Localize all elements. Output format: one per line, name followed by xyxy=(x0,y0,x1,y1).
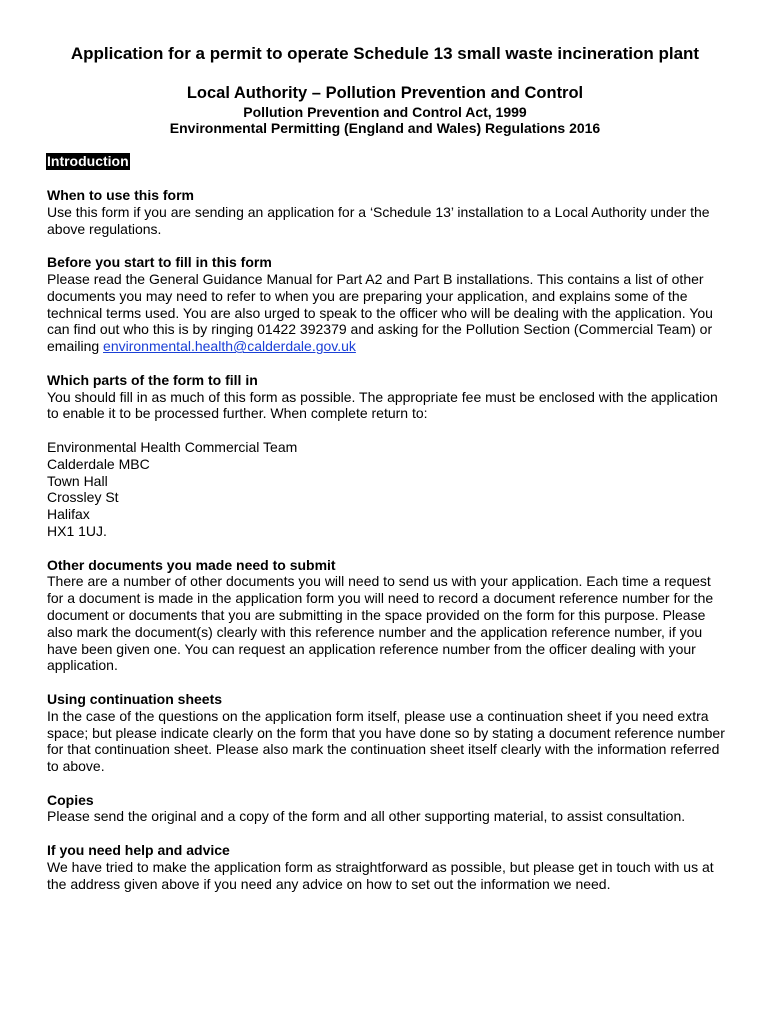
address-line: Crossley St xyxy=(47,489,119,506)
address-line: Calderdale MBC xyxy=(47,455,150,472)
document-subtitle: Local Authority – Pollution Prevention and Control xyxy=(186,84,584,102)
regulations-reference: Environmental Permitting (England and Wales) Regulations 2016 xyxy=(169,120,601,136)
address-line: HX1 1UJ. xyxy=(47,522,107,539)
section-heading: Copies xyxy=(47,791,94,808)
section-heading: Which parts of the form to fill in xyxy=(47,371,258,388)
section-body: You should fill in as much of this form as possible. The appropriate fee must be enclosed with the application to enable it to be processed further. When complete return to: xyxy=(47,388,718,422)
section-when-to-use xyxy=(47,187,727,237)
section-body: In the case of the questions on the application form itself, please use a continuation sheet if you need extra space; but please indicate clearly on the form that you have done so by stating a document reference number for that continuation sheet. Please also mark the continuation sheet itself clearly with the information referred to above. xyxy=(47,707,725,775)
section-continuation-sheets xyxy=(47,691,727,775)
section-body: There are a number of other documents you will need to send us with your application. Each time a request for a document is made in the application form you will need to record a document reference number for the document or documents that you are submitting in the space provided on the form for this purpose. Please also mark the document(s) clearly with this reference number and the application reference number, if you have been given one. You can request an application reference number from the officer dealing with your application. xyxy=(47,573,714,674)
document-title: Application for a permit to operate Schedule 13 small waste incineration plant xyxy=(70,44,700,63)
section-body: Use this form if you are sending an application for a ‘Schedule 13’ installation to a Local Authority under the above regulations. xyxy=(47,203,710,237)
section-heading: Other documents you made need to submit xyxy=(47,556,336,573)
section-before-start xyxy=(47,254,727,355)
email-link[interactable]: environmental.health@calderdale.gov.uk xyxy=(103,338,356,355)
section-heading: When to use this form xyxy=(47,187,194,203)
section-body xyxy=(47,271,727,355)
address-line: Town Hall xyxy=(47,472,108,489)
section-help xyxy=(47,842,727,892)
address-line: Environmental Health Commercial Team xyxy=(47,438,298,455)
section-body: We have tried to make the application form as straightforward as possible, but please get in touch with us at the address given above if you need any advice on how to set out the information we need. xyxy=(47,858,714,892)
return-address xyxy=(47,439,727,540)
act-reference: Pollution Prevention and Control Act, 1999 xyxy=(243,104,527,120)
section-copies xyxy=(47,792,727,826)
document-body xyxy=(47,187,727,909)
section-body: Please send the original and a copy of the form and all other supporting material, to assist consultation. xyxy=(47,808,686,825)
address-line: Halifax xyxy=(47,506,90,523)
section-heading: If you need help and advice xyxy=(47,842,230,859)
section-other-documents xyxy=(47,557,727,675)
introduction-heading: Introduction xyxy=(47,153,129,169)
section-heading: Before you start to fill in this form xyxy=(47,254,272,271)
section-which-parts xyxy=(47,372,727,540)
section-body-text: Please read the General Guidance Manual for Part A2 and Part B installations. This contains a list of other documents you may need to refer to when you are preparing your application, and explains some of the technical terms used. You are also urged to speak to the officer who will be dealing with the application. You can find out who this is by ringing 01422 392379 and asking for the Pollution Section (Commercial Team) or emailing xyxy=(47,270,713,355)
section-heading: Using continuation sheets xyxy=(47,690,223,707)
